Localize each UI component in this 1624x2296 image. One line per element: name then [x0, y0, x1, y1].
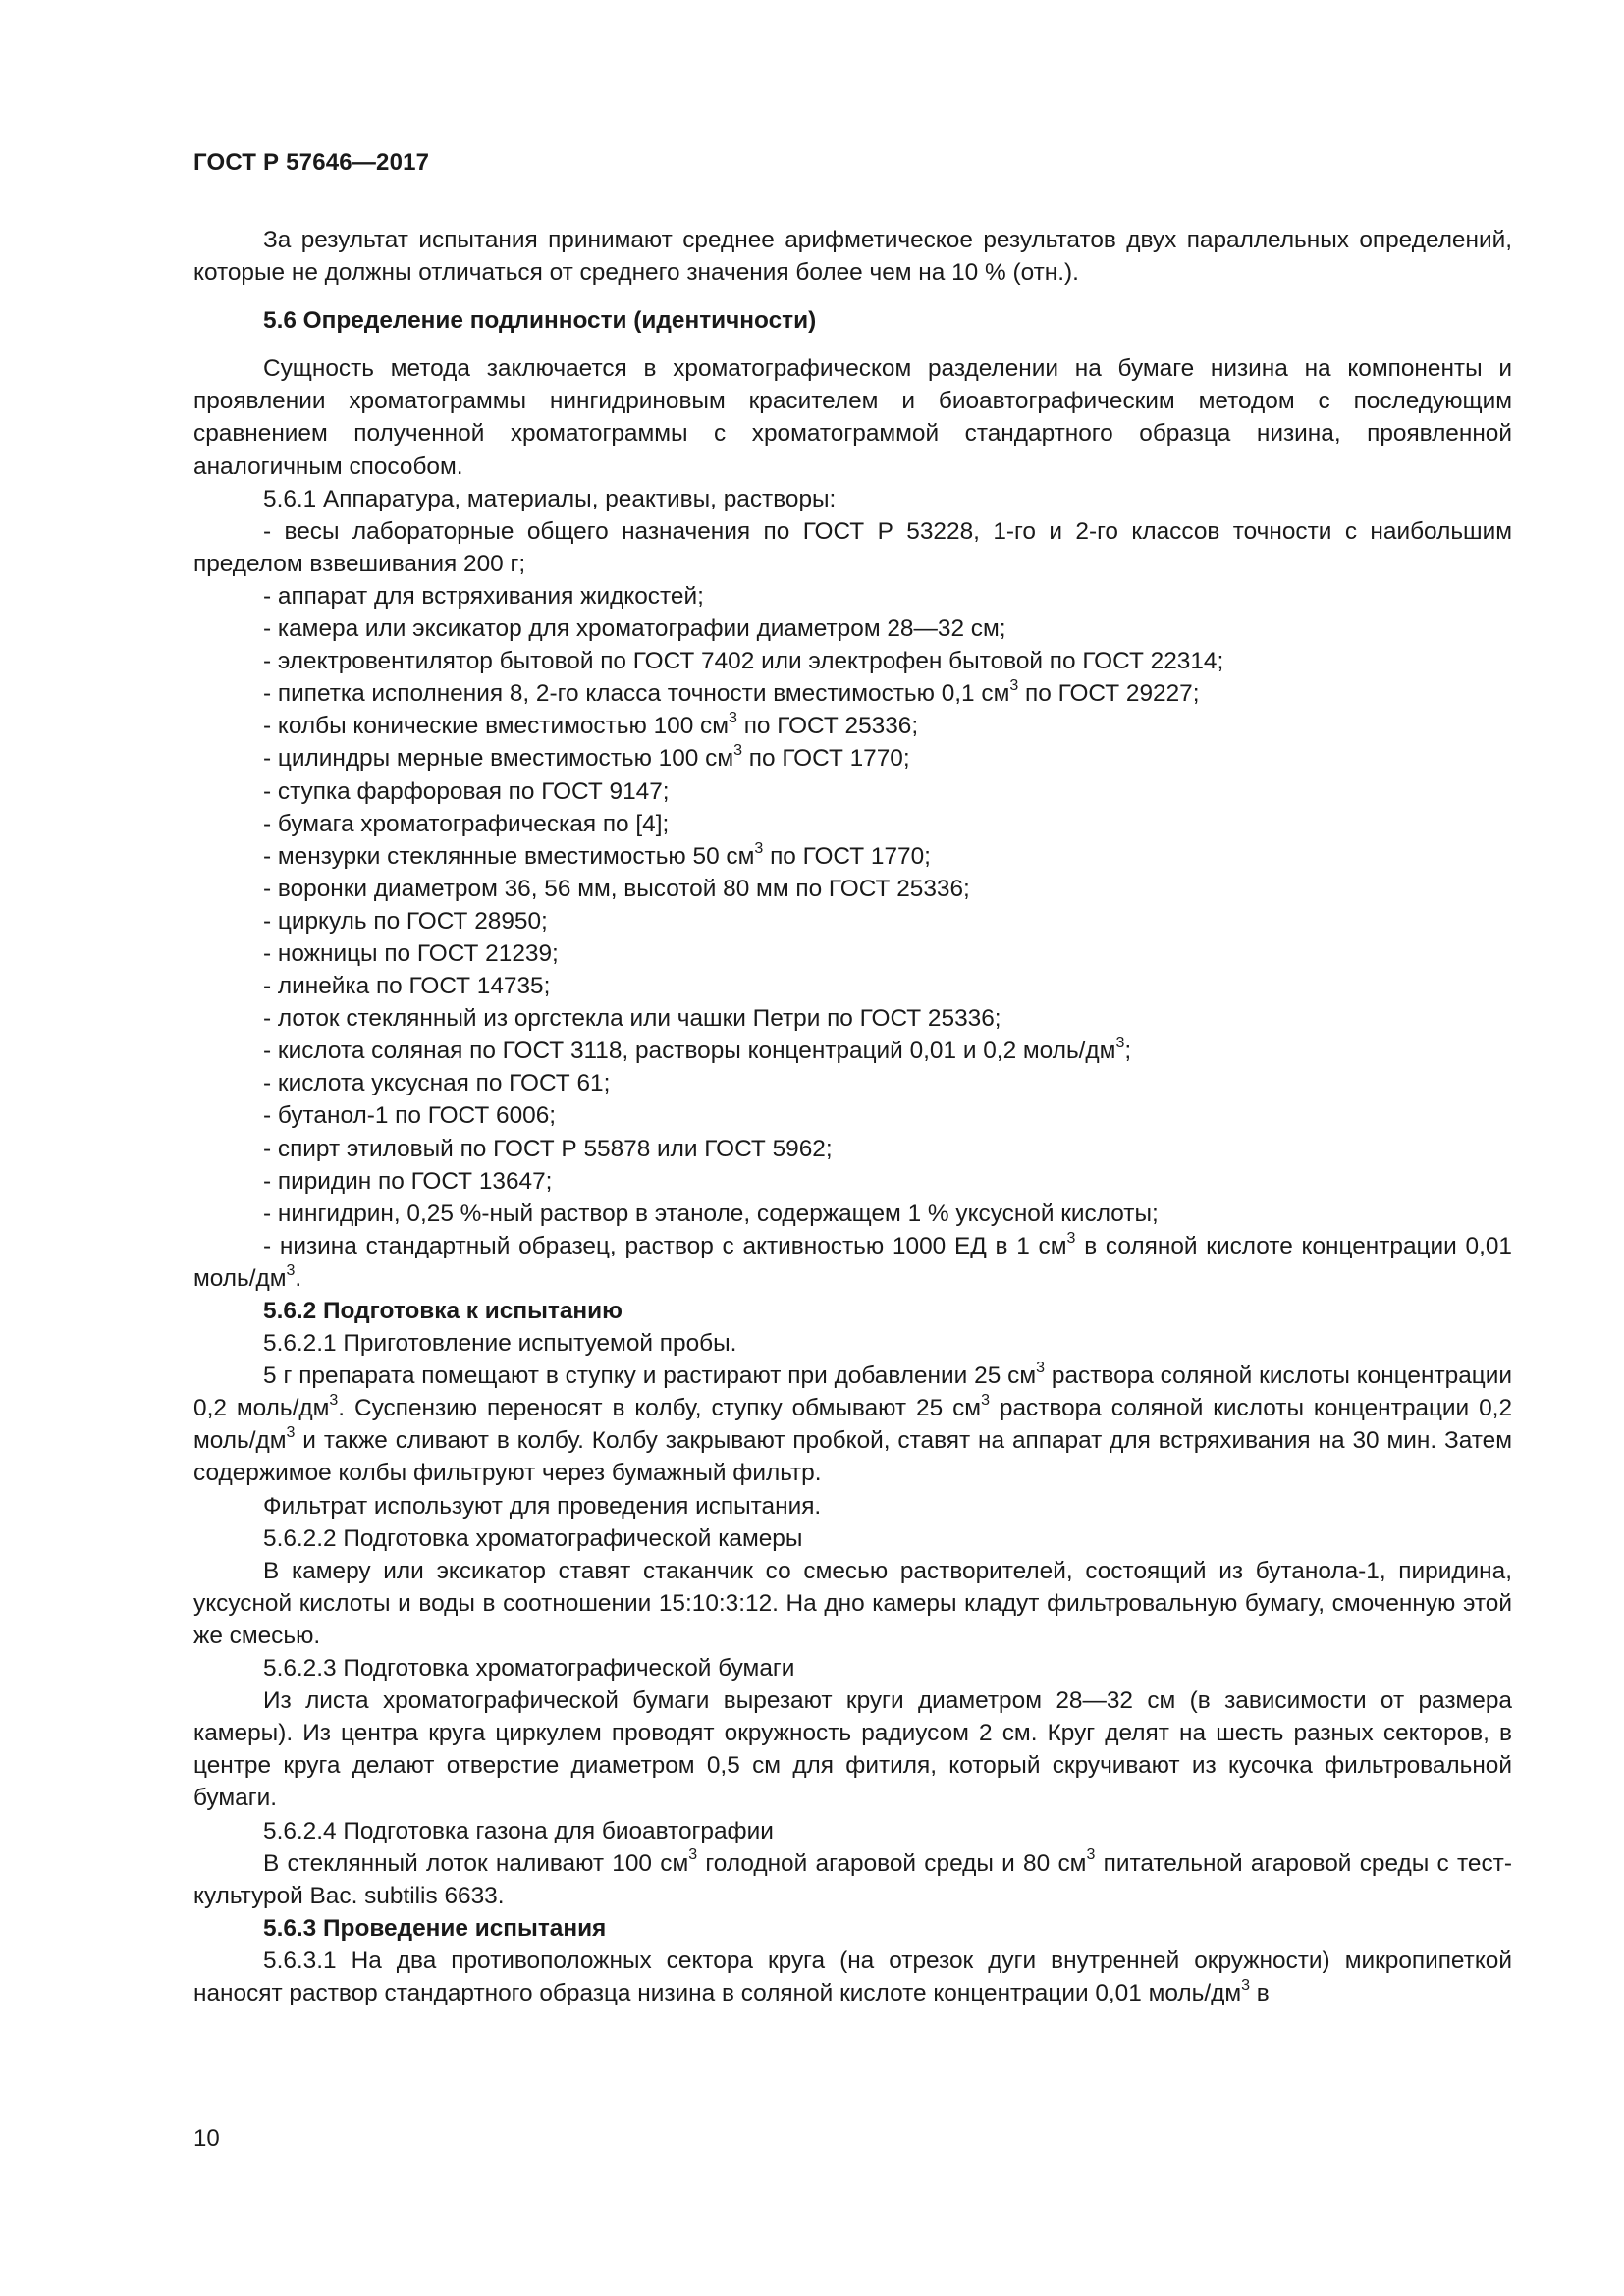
- list-item: - колбы конические вместимостью 100 $см^3$ по ГОСТ 25336;: [263, 710, 919, 740]
- paragraph-filtrate: Фильтрат используют для проведения испытания.: [263, 1492, 822, 1520]
- list-item: - весы лабораторные общего назначения по ГОСТ Р 53228, 1-го и 2-го классов точности с наибольшим пределом взвешивания 200 г;: [193, 517, 1512, 577]
- superscript: 3: [1066, 1229, 1076, 1247]
- section-5-6-title: 5.6 Определение подлинности (идентичности): [263, 307, 817, 335]
- list-item: - аппарат для встряхивания жидкостей;: [263, 582, 704, 610]
- page-body: [193, 224, 1512, 2009]
- superscript: 3: [1086, 1846, 1096, 1864]
- list-item: - кислота уксусная по ГОСТ 61;: [263, 1070, 611, 1097]
- paragraph-sample-preparation: 5 г препарата помещают в ступку и растирают при добавлении 25 $см^3$ раствора соляной кислоты концентрации 0,2 моль/$дм^3$. Суспензию переносят в колбу, ступку обмывают 25 $см^3$ раствора соляной кислоты концентрации 0,2 моль/$дм^3$ и также сливают в колбу. Колбу закрывают пробкой, ставят на аппарат для встряхивания на 30 мин. Затем содержимое колбы фильтруют через бумажный фильтр.: [193, 1360, 1513, 1487]
- superscript: 3: [729, 710, 737, 727]
- list-item: - пипетка исполнения 8, 2-го класса точности вместимостью 0,1 $см^3$ по ГОСТ 29227;: [263, 677, 1200, 708]
- superscript: 3: [754, 839, 764, 857]
- subsection-5-6-2-title: 5.6.2 Подготовка к испытанию: [263, 1298, 623, 1324]
- list-item: - нингидрин, 0,25 %-ный раствор в этаноле, содержащем 1 % уксусной кислоты;: [263, 1200, 1159, 1227]
- superscript: 3: [733, 742, 742, 760]
- page-number: 10: [193, 2125, 220, 2152]
- list-item: - камера или эксикатор для хроматографии диаметром 28—32 см;: [263, 615, 1006, 643]
- paragraph-paper-preparation: Из листа хроматографической бумаги вырезают круги диаметром 28—32 см (в зависимости от размера камеры). Из центра круга циркулем проводят окружность радиусом 2 см. Круг делят на шесть разных секторов, в центре круга делают отверстие диаметром 0,5 см для фитиля, который скручивают из кусочка фильтровальной бумаги.: [193, 1687, 1512, 1812]
- list-item: - циркуль по ГОСТ 28950;: [263, 907, 548, 934]
- paragraph-intro: За результат испытания принимают среднее арифметическое результатов двух параллельных определений, которые не должны отличаться от среднего значения более чем на 10 % (отн.).: [193, 227, 1512, 287]
- document-code-header: ГОСТ Р 57646—2017: [193, 149, 430, 176]
- superscript: 3: [688, 1846, 698, 1864]
- superscript: 3: [286, 1424, 296, 1442]
- equipment-list: [193, 515, 1512, 1295]
- list-item: - бумага хроматографическая по [4];: [263, 810, 670, 837]
- list-item: - спирт этиловый по ГОСТ Р 55878 или ГОСТ 5962;: [263, 1135, 833, 1162]
- subsection-5-6-3-title: 5.6.3 Проведение испытания: [263, 1914, 607, 1942]
- superscript: 3: [1036, 1360, 1046, 1377]
- list-item: - цилиндры мерные вместимостью 100 $см^3$ по ГОСТ 1770;: [263, 742, 910, 773]
- superscript: 3: [286, 1261, 296, 1279]
- paragraph-test-procedure: 5.6.3.1 На два противоположных сектора круга (на отрезок дуги внутренней окружности) микропипеткой наносят раствор стандартного образца низина в соляной кислоте концентрации 0,01 моль/$дм^3$ в: [193, 1947, 1512, 2006]
- subsection-5-6-1-title: 5.6.1 Аппаратура, материалы, реактивы, растворы:: [263, 485, 837, 512]
- list-item: - ножницы по ГОСТ 21239;: [263, 939, 559, 967]
- paragraph-lawn-preparation: В стеклянный лоток наливают 100 $см^3$ голодной агаровой среды и 80 $см^3$ питательной агаровой среды с тест-культурой Bac. subtilis 6633.: [193, 1846, 1512, 1909]
- subsection-5-6-2-3-title: 5.6.2.3 Подготовка хроматографической бумаги: [263, 1655, 795, 1682]
- list-item: - лоток стеклянный из оргстекла или чашки Петри по ГОСТ 25336;: [263, 1005, 1001, 1033]
- superscript: 3: [1115, 1035, 1125, 1052]
- superscript: 3: [1241, 1976, 1251, 1994]
- list-item: - мензурки стеклянные вместимостью 50 $см^3$ по ГОСТ 1770;: [263, 839, 931, 870]
- list-item: - воронки диаметром 36, 56 мм, высотой 80 мм по ГОСТ 25336;: [263, 875, 970, 902]
- list-item: - электровентилятор бытовой по ГОСТ 7402 или электрофен бытовой по ГОСТ 22314;: [263, 648, 1224, 675]
- superscript: 3: [981, 1392, 990, 1410]
- subsection-5-6-2-2-title: 5.6.2.2 Подготовка хроматографической камеры: [263, 1524, 803, 1552]
- paragraph-chamber-preparation: В камеру или эксикатор ставят стаканчик со смесью растворителей, состоящий из бутанола-1, пиридина, уксусной кислоты и воды в соотношении 15:10:3:12. На дно камеры кладут фильтровальную бумагу, смоченную этой же смесью.: [193, 1557, 1512, 1649]
- list-item: - пиридин по ГОСТ 13647;: [263, 1167, 553, 1195]
- superscript: 3: [1009, 677, 1019, 695]
- subsection-5-6-2-4-title: 5.6.2.4 Подготовка газона для биоавтографии: [263, 1817, 774, 1844]
- list-item: - ступка фарфоровая по ГОСТ 9147;: [263, 777, 670, 805]
- list-item: - кислота соляная по ГОСТ 3118, растворы концентраций 0,01 и 0,2 моль/$дм^3$;: [263, 1035, 1132, 1065]
- subsection-5-6-2-1-title: 5.6.2.1 Приготовление испытуемой пробы.: [263, 1330, 737, 1358]
- list-item: - линейка по ГОСТ 14735;: [263, 973, 551, 1000]
- list-item: - низина стандартный образец, раствор с активностью 1000 ЕД в 1 $см^3$ в соляной кислоте концентрации 0,01 моль/$дм^3$.: [193, 1229, 1512, 1292]
- list-item: - бутанол-1 по ГОСТ 6006;: [263, 1102, 557, 1130]
- superscript: 3: [329, 1392, 339, 1410]
- paragraph-method-essence: Сущность метода заключается в хроматографическом разделении на бумаге низина на компоненты и проявлении хроматограммы нингидриновым красителем и биоавтографическим методом с последующим сравнением полученной хроматограммы с хроматограммой стандартного образца низина, проявленной аналогичным способом.: [193, 355, 1512, 480]
